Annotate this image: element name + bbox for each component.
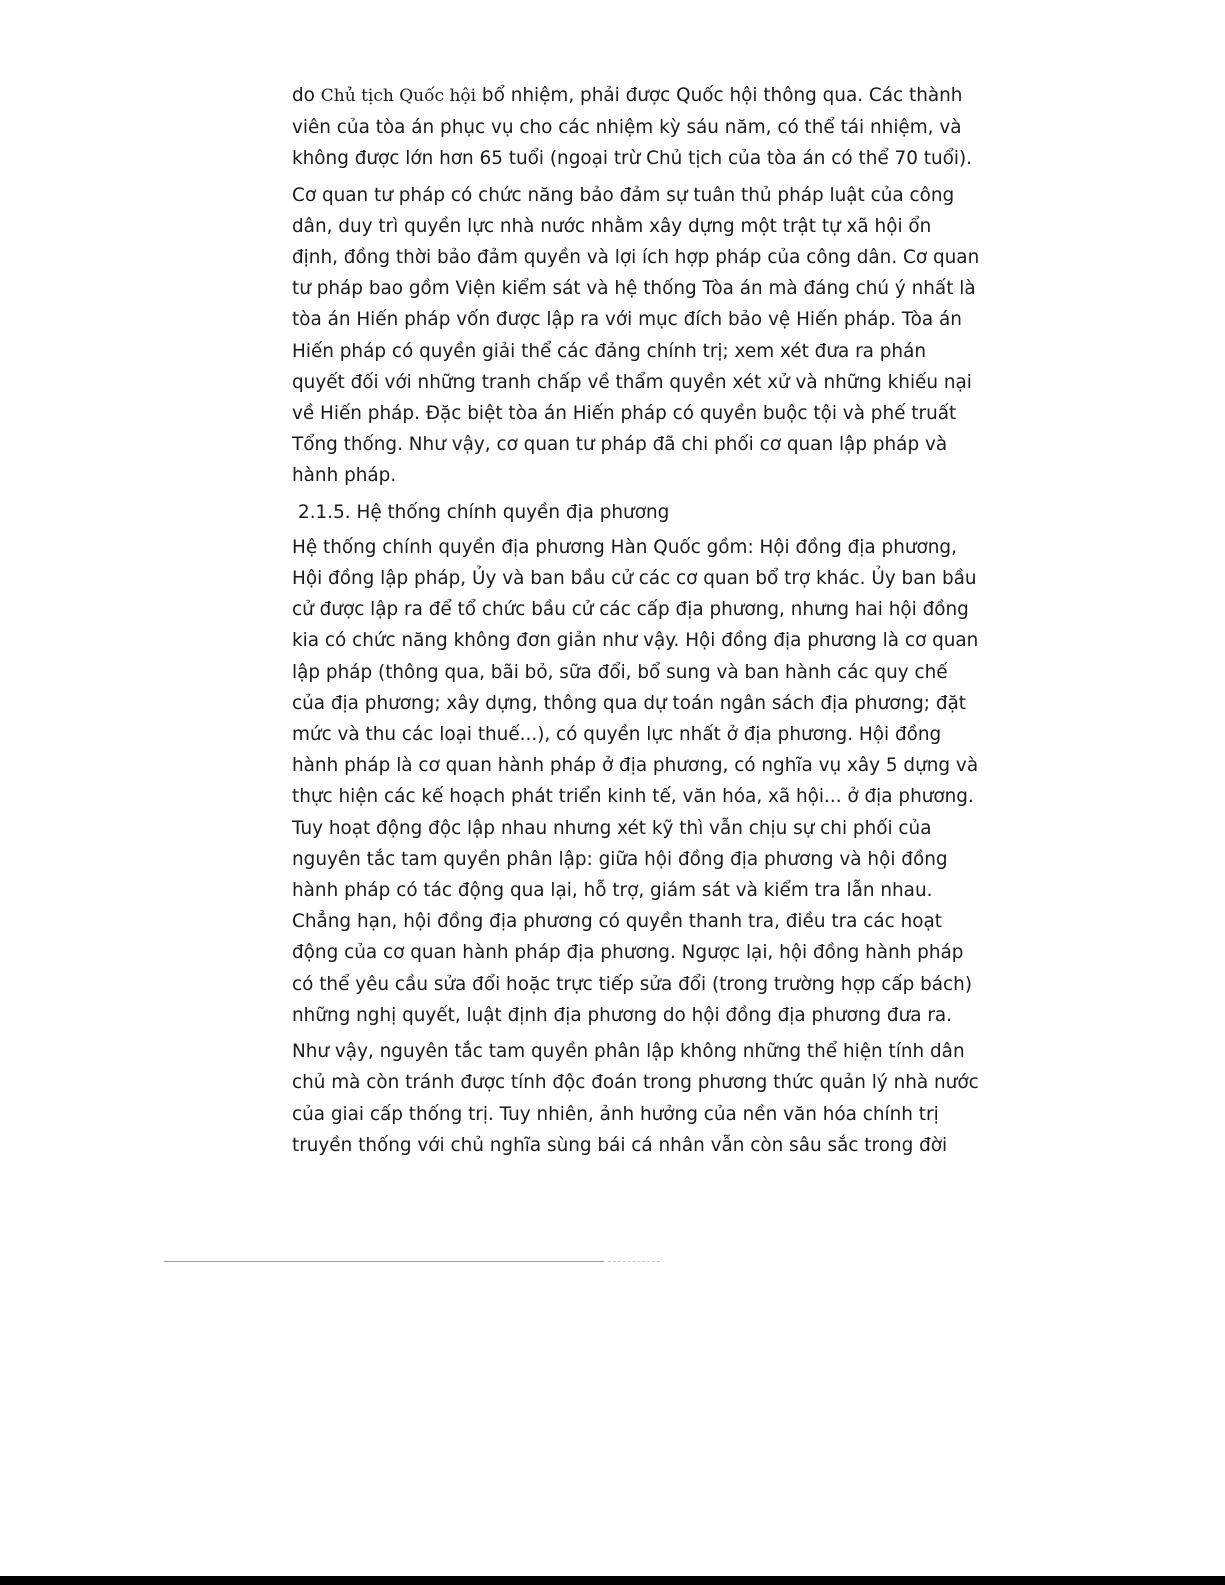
paragraph-court-members (292, 80, 982, 175)
paragraph-judicial-branch: Cơ quan tư pháp có chức năng bảo đảm sự tuân thủ pháp luật của công dân, duy trì quyền lực nhà nước nhằm xây dựng một trật tự xã hội ổn định, đồng thời bảo đảm quyền và lợi ích hợp pháp của công dân. Cơ quan tư pháp bao gồm Viện kiểm sát và hệ thống Tòa án mà đáng chú ý nhất là tòa án Hiến pháp vốn được lập ra với mục đích bảo vệ Hiến pháp. Tòa án Hiến pháp có quyền giải thể các đảng chính trị; xem xét đưa ra phán quyết đối với những tranh chấp về thẩm quyền xét xử và những khiếu nại về Hiến pháp. Đặc biệt tòa án Hiến pháp có quyền buộc tội và phế truất Tổng thống. Như vậy, cơ quan tư pháp đã chi phối cơ quan lập pháp và hành pháp. (292, 184, 980, 487)
footnote-separator-tail (608, 1261, 660, 1262)
paragraph-conclusion: Như vậy, nguyên tắc tam quyền phân lập không những thể hiện tính dân chủ mà còn tránh được tính độc đoán trong phương thức quản lý nhà nước của giai cấp thống trị. Tuy nhiên, ảnh hưởng của nền văn hóa chính trị truyền thống với chủ nghĩa sùng bái cá nhân vẫn còn sâu sắc trong đời (292, 1041, 979, 1156)
page-bottom-edge (0, 1576, 1225, 1585)
paragraph-serif-phrase: Chủ tịch Quốc hội (320, 86, 477, 106)
paragraph-rest: bổ nhiệm, phải được Quốc hội thông qua. Các thành viên của tòa án phục vụ cho các nhiệm kỳ sáu năm, có thể tái nhiệm, và không được lớn hơn 65 tuổi (ngoại trừ Chủ tịch của tòa án có thể 70 tuổi). (292, 85, 973, 170)
footnote-separator (164, 1261, 604, 1262)
document-body (292, 80, 982, 1166)
section-heading: 2.1.5. Hệ thống chính quyền địa phương (298, 501, 670, 523)
paragraph-prefix: do (292, 85, 321, 106)
paragraph-local-government: Hệ thống chính quyền địa phương Hàn Quốc gồm: Hội đồng địa phương, Hội đồng lập pháp, Ủy và ban bầu cử các cơ quan bổ trợ khác. Ủy ban bầu cử được lập ra để tổ chức bầu cử các cấp địa phương, nhưng hai hội đồng kia có chức năng không đơn giản như vậy. Hội đồng địa phương là cơ quan lập pháp (thông qua, bãi bỏ, sữa đổi, bổ sung và ban hành các quy chế của địa phương; xây dựng, thông qua dự toán ngân sách địa phương; đặt mức và thu các loại thuế...), có quyền lực nhất ở địa phương. Hội đồng hành pháp là cơ quan hành pháp ở địa phương, có nghĩa vụ xây 5 dựng và thực hiện các kế hoạch phát triển kinh tế, văn hóa, xã hội... ở địa phương. Tuy hoạt động độc lập nhau nhưng xét kỹ thì vẫn chịu sự chi phối của nguyên tắc tam quyền phân lập: giữa hội đồng địa phương và hội đồng hành pháp có tác động qua lại, hỗ trợ, giám sát và kiểm tra lẫn nhau. Chẳng hạn, hội đồng địa phương có quyền thanh tra, điều tra các hoạt động của cơ quan hành pháp địa phương. Ngược lại, hội đồng hành pháp có thể yêu cầu sửa đổi hoặc trực tiếp sửa đổi (trong trường hợp cấp bách) những nghị quyết, luật định địa phương do hội đồng địa phương đưa ra. (292, 536, 979, 1026)
